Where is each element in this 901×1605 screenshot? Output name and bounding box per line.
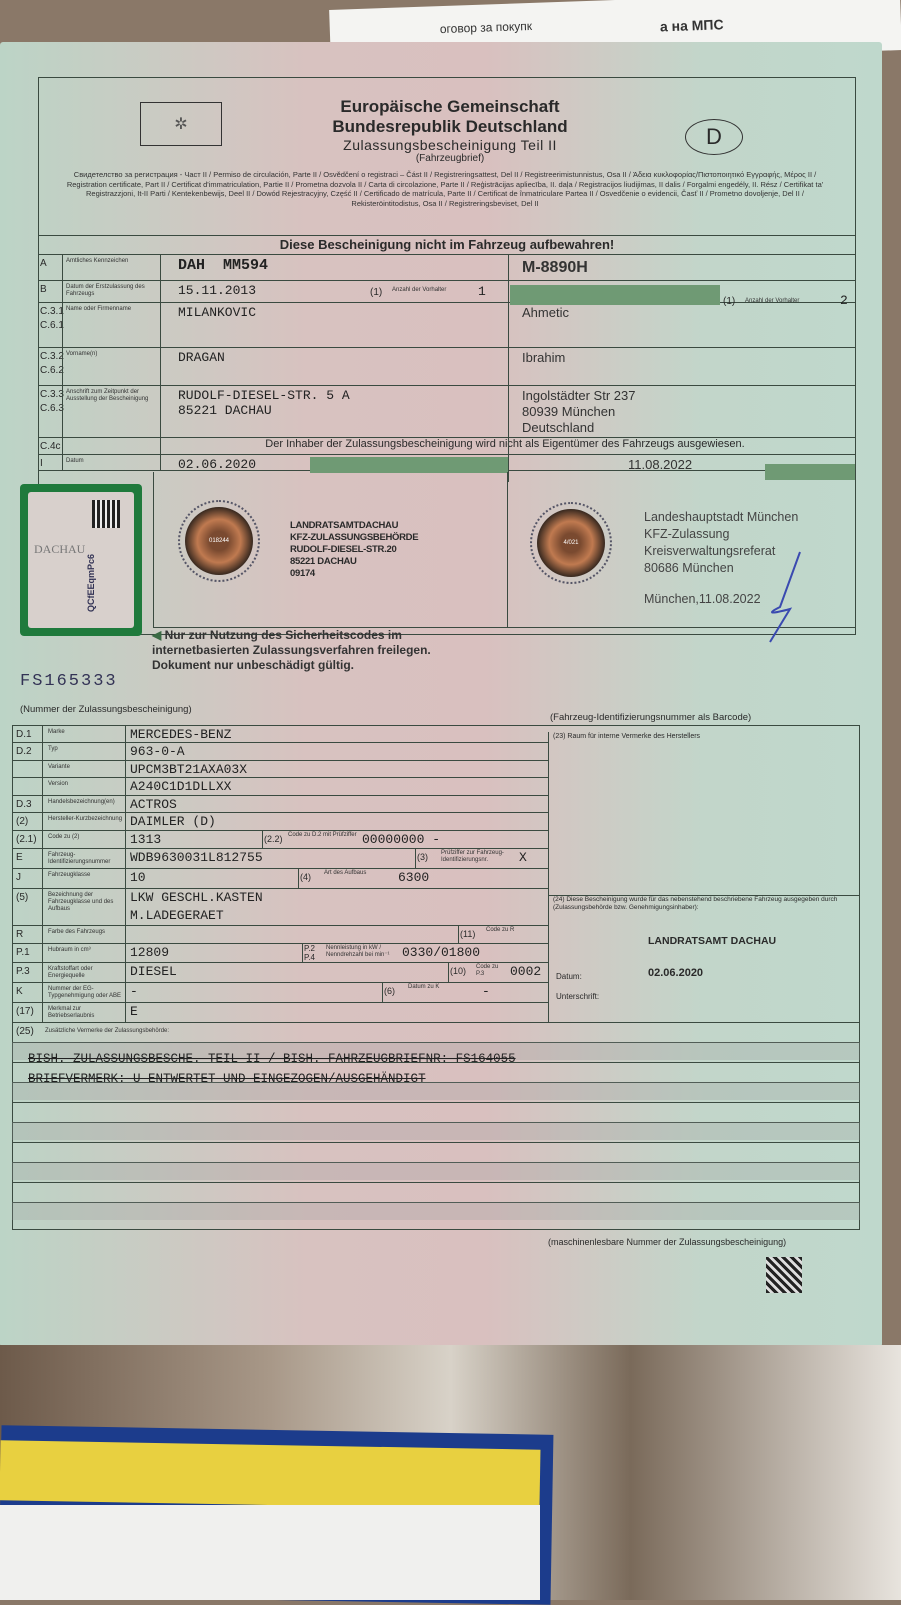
box24-date-label: Datum: [556, 972, 582, 981]
field-code: C.4c [40, 441, 61, 452]
field-label: Bezeichnung der Fahrzeugklasse und des Aufbaus [48, 892, 114, 912]
sub-field-label: Prüfziffer zur Fahrzeug-Identifizierungsnr. [441, 850, 504, 863]
field-label: Marke [48, 729, 65, 735]
field-value-current: 11.08.2022 [628, 457, 693, 472]
authority-line: KFZ-Zulassung [644, 527, 730, 541]
field-value-previous: 02.06.2020 [178, 457, 257, 472]
field-value-current: M-8890H [522, 259, 588, 276]
eu-flag-icon: ✲ [140, 102, 222, 146]
field-code: I [40, 458, 43, 469]
sub-field-code: (4) [300, 872, 311, 882]
field-value: 10 [130, 870, 146, 885]
field-code: C.3.3 C.6.3 [40, 389, 64, 414]
authority-line: 09174 [290, 568, 315, 579]
authority-line: LANDRATSAMTDACHAU [290, 520, 399, 531]
authority-line: 85221 DACHAU [290, 556, 357, 567]
field-label: Name oder Firmenname [66, 306, 132, 312]
field-code: P.3 [16, 966, 30, 977]
prev-owner-code: (1) [723, 296, 736, 307]
field-value: UPCM3BT21AXA03X [130, 762, 248, 777]
remark-stripe [12, 1122, 860, 1140]
sticker-place: DACHAU [34, 542, 86, 556]
field-label: Datum [66, 458, 84, 464]
field-label: Farbe des Fahrzeugs [48, 929, 106, 935]
field-code: A [40, 258, 47, 269]
prev-owner-code: (1) [370, 287, 383, 298]
box23-label: (23) Raum für interne Vermerke des Herstellers [553, 733, 701, 740]
box24-label: (24) Diese Bescheinigung wurde für das nebenstehend beschriebene Fahrzeug ausgegeben durch (Zulassungsbehörde bzw. Genehmigungsinhaber): [553, 896, 838, 911]
field-label: Handelsbezeichnung(en) [48, 799, 115, 805]
field-value: 1313 [130, 832, 162, 847]
registration-document [0, 42, 882, 1347]
field-value-previous: MILANKOVIC [178, 305, 257, 320]
box24-sign-label: Unterschrift: [556, 992, 600, 1001]
warning-text: Diese Bescheinigung nicht im Fahrzeug aufbewahren! [279, 237, 615, 252]
field-code: D.1 [16, 729, 32, 740]
country-code: D [685, 119, 743, 155]
security-sticker [20, 484, 142, 636]
title-line: Bundesrepublik Deutschland [332, 117, 568, 136]
field-value: A240C1D1DLLXX [130, 779, 232, 794]
sub-field-code: (6) [384, 986, 395, 996]
datamatrix-icon [766, 1257, 802, 1293]
field-code: (17) [16, 1006, 34, 1017]
sub-field-label: Nennleistung in kW / Nenndrehzahl bei min⁻¹ [326, 945, 390, 958]
field-label: Typ [48, 746, 58, 752]
box24-authority: LANDRATSAMT DACHAU [648, 935, 777, 947]
stamp-number: 4/021 [563, 540, 579, 546]
field-code: C.3.2 C.6.2 [40, 351, 64, 376]
authority-line: Kreisverwaltungsreferat [644, 544, 776, 558]
field-label: Fahrzeugklasse [48, 872, 91, 878]
sub-field-code: (3) [417, 852, 428, 862]
field-label: Vorname(n) [66, 351, 98, 357]
field-code: C.3.1 C.6.1 [40, 306, 64, 331]
prev-owner-label: Anzahl der Vorhalter [392, 287, 447, 293]
sub-field-label: Art des Aufbaus [324, 870, 367, 876]
field-value: - [130, 984, 138, 999]
field-code: R [16, 929, 24, 940]
field-code: (2.1) [16, 834, 37, 845]
field-label: Version [48, 781, 69, 787]
authority-line: KFZ-ZULASSUNGSBEHÖRDE [290, 532, 419, 543]
field-code: K [16, 986, 23, 997]
prev-owner-label: Anzahl der Vorhalter [745, 298, 800, 304]
document-number-label: (Nummer der Zulassungsbescheinigung) [20, 704, 192, 715]
field-value-previous: DRAGAN [178, 350, 225, 365]
field-code: J [16, 872, 21, 883]
sub-field-label: Code zu D.2 mit Prüfziffer [288, 832, 357, 838]
barcode-label: (Fahrzeug-Identifizierungsnummer als Barcode) [550, 712, 752, 723]
authority-left [290, 520, 418, 580]
title-line: (Fahrzeugbrief) [415, 153, 485, 164]
sub-field-code: (11) [460, 929, 476, 939]
table-background [0, 1345, 901, 1600]
title-line: Zulassungsbescheinigung Teil II [343, 137, 557, 153]
box24-date: 02.06.2020 [648, 967, 704, 979]
field-value-current: Ahmetic [522, 305, 569, 320]
machine-readable-label: (maschinenlesbare Nummer der Zulassungsbescheinigung) [548, 1237, 787, 1247]
field-label: Kraftstoffart oder Energiequelle [48, 966, 93, 979]
document-number: FS165333 [20, 672, 118, 691]
sub-field-value: 0002 [510, 964, 542, 979]
field-code: (2) [16, 816, 29, 827]
signature [740, 547, 820, 647]
stamp-number: 018244 [208, 538, 230, 544]
stamp-muenchen [530, 502, 612, 584]
security-note [152, 628, 442, 673]
sub-field-label: Datum zu K [408, 984, 440, 990]
sub-field-value: 00000000 - [362, 832, 441, 847]
sub-field-value: 0330/01800 [402, 945, 481, 960]
translations: Свидетелство за регистрация - Част II / Permiso de circulación, Parte II / Osvědčení o registraci – Část II / Registreringsattest, Del II / Registreerimistunnistus, Osa II / Άδεια κυκλοφορίας/Πιστοποιητικό Εγγραφής, Μέρος II / Registration certificate, Part II / Certificat d'immatriculation, Partie II / Prometna dozvola II / Carta di circolazione, Parte II / Reģistrācijas apliecība, II. daļa / Registracijos liudijimas, II dalis / Forgalmi engedély, II. Rész / Certifikat ta' Registrazzjoni, It-II Parti / Kentekenbewijs, Deel II / Dowód Rejestracyjny, Część II / Certificado de matrícula, Parte II / Certificat de înmatriculare Partea II / Osvedčenie o evidencii, Časť II / Prometno dovoljenje, Del II / Rekisteröintitodistus, Osa II / Registreringsbeviset, Del II [66, 170, 824, 208]
field-label: Amtliches Kennzeichen [66, 258, 129, 264]
authority-line: RUDOLF-DIESEL-STR.20 [290, 544, 397, 555]
field-value-previous: RUDOLF-DIESEL-STR. 5 A 85221 DACHAU [178, 388, 350, 418]
remark-line: BISH. ZULASSUNGSBESCHE. TEIL II / BISH. FAHRZEUGBRIEFNR: FS164055 [28, 1052, 516, 1066]
authority-line: Landeshauptstadt München [644, 510, 799, 524]
sub-field-code: (10) [450, 966, 467, 976]
remarks-label: Zusätzliche Vermerke der Zulassungsbehörde: [45, 1028, 170, 1034]
yellow-folder [0, 1440, 540, 1509]
field-value-previous: 15.11.2013 [178, 283, 257, 298]
stamp-dachau [178, 500, 260, 582]
field-value: LKW GESCHL.KASTEN M.LADEGERAET [130, 890, 263, 923]
field-value-previous: DAH MM594 [178, 257, 269, 274]
field-value: MERCEDES-BENZ [130, 727, 232, 742]
field-label: Variante [48, 764, 70, 770]
field-value: 963-0-A [130, 744, 185, 759]
sub-field-label: Code zu R [486, 927, 515, 933]
field-code: E [16, 852, 23, 863]
field-value: DIESEL [130, 964, 177, 979]
prev-owner-count: 1 [478, 284, 486, 299]
field-label: Hersteller-Kurzbezeichnung [48, 816, 123, 822]
field-note: Der Inhaber der Zulassungsbescheinigung wird nicht als Eigentümer des Fahrzeugs ausgewiesen. [265, 438, 745, 450]
field-value-current: Ingolstädter Str 237 80939 München Deutschland [522, 388, 636, 435]
prev-owner-count: 2 [840, 293, 848, 308]
security-note-text: Nur zur Nutzung des Sicherheitscodes im internetbasierten Zulassungsverfahren freilegen. Dokument nur unbeschädigt gültig. [152, 628, 431, 672]
remark-line: BRIEFVERMERK: U ENTWERTET UND EINGEZOGEN/AUSGEHÄNDIGT [28, 1072, 426, 1086]
field-value-current: Ibrahim [522, 350, 566, 365]
sub-field-value: X [519, 850, 527, 865]
authority-date: München,11.08.2022 [644, 592, 761, 606]
field-value: ACTROS [130, 797, 177, 812]
remarks-code: (25) [16, 1026, 34, 1037]
field-label: Datum der Erstzulassung des Fahrzeugs [66, 284, 145, 297]
sub-field-code: P.2 P.4 [304, 944, 315, 962]
field-value: E [130, 1004, 138, 1019]
document-title [230, 97, 670, 164]
field-code: B [40, 284, 47, 295]
field-code: D.2 [16, 746, 32, 757]
remark-stripe [12, 1202, 860, 1220]
qr-code-icon [92, 500, 120, 528]
field-label: Code zu (2) [48, 834, 80, 840]
field-label: Anschrift zum Zeitpunkt der Ausstellung der Bescheinigung [66, 389, 149, 402]
field-value: DAIMLER (D) [130, 814, 216, 829]
papers [0, 1505, 540, 1600]
sub-field-value: 6300 [398, 870, 430, 885]
field-label: Hubraum in cm³ [48, 947, 91, 953]
green-bar [765, 464, 855, 480]
green-bar [310, 457, 508, 473]
field-value: WDB9630031L812755 [130, 850, 263, 865]
field-code: P.1 [16, 947, 30, 958]
field-label: Nummer der EG-Typgenehmigung oder ABE [48, 986, 122, 999]
green-bar [510, 285, 720, 305]
background-paper-text: а на МПС [659, 16, 724, 35]
security-code: QCfEEqmPc6 [86, 553, 96, 612]
field-label: Fahrzeug-Identifizierungsnummer [48, 852, 111, 865]
remark-stripe [12, 1162, 860, 1180]
field-code: D.3 [16, 799, 32, 810]
sub-field-value: - [482, 984, 490, 999]
authority-line: 80686 München [644, 561, 734, 575]
sub-field-code: (2.2) [264, 834, 283, 844]
sub-field-label: Code zu P.3 [476, 964, 499, 977]
field-label: Merkmal zur Betriebserlaubnis [48, 1006, 95, 1019]
title-line: Europäische Gemeinschaft [340, 97, 560, 116]
field-code: (5) [16, 892, 29, 903]
arrow-left-icon: ◀ [152, 628, 165, 642]
field-value: 12809 [130, 945, 170, 960]
background-paper-text: оговор за покупк [439, 18, 533, 37]
